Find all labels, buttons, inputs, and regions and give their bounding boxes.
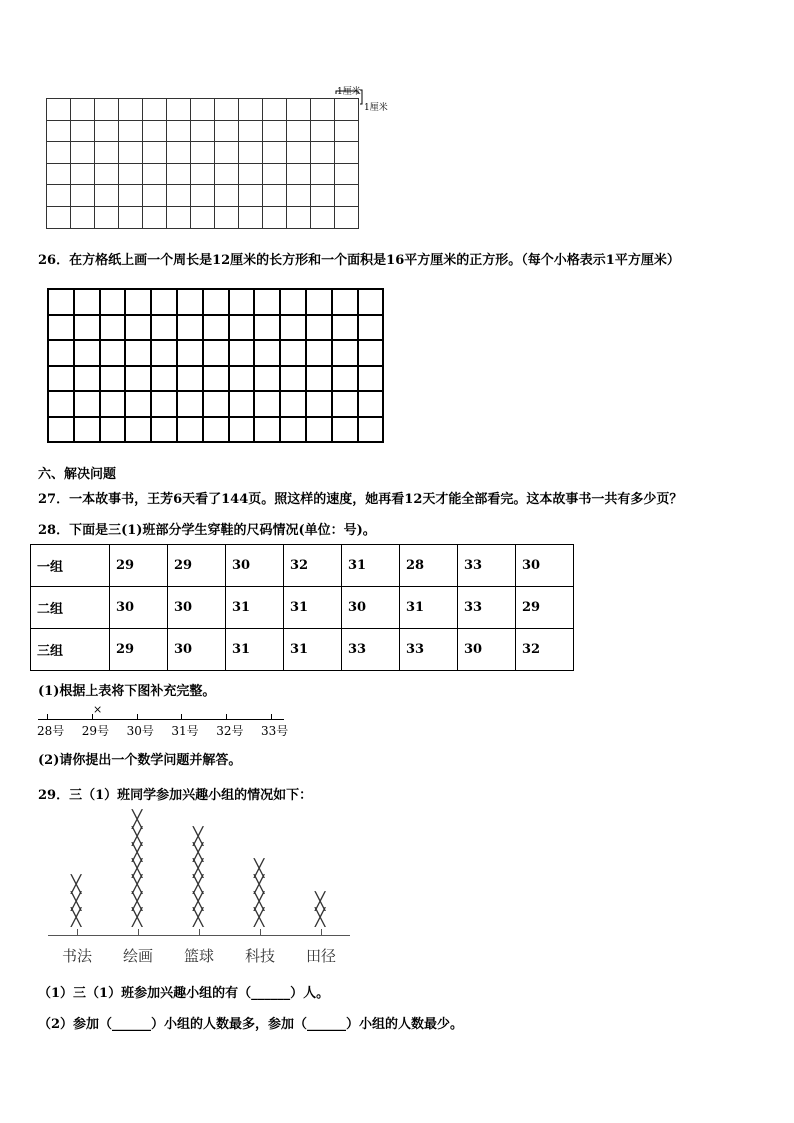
grid-cell <box>101 341 127 367</box>
grid-cell <box>263 164 287 186</box>
grid-cell <box>191 121 215 143</box>
grid-cell <box>119 185 143 207</box>
number-line <box>38 719 284 720</box>
table-cell: 31 <box>226 629 284 671</box>
table-cell: 33 <box>458 545 516 587</box>
grid-cell <box>126 418 152 444</box>
grid-cell <box>143 99 167 121</box>
grid-cell <box>281 316 307 342</box>
axis-tick <box>226 714 227 719</box>
table-cell: 33 <box>400 629 458 671</box>
grid-cell <box>47 121 71 143</box>
axis-label: 30号 <box>126 724 154 738</box>
grid-cell <box>335 185 359 207</box>
category-tick <box>260 929 261 935</box>
grid-cell <box>239 164 263 186</box>
x-mark: ╳ <box>132 826 143 847</box>
axis-tick <box>47 714 48 719</box>
x-mark: ╳ <box>193 891 204 912</box>
grid-cell <box>71 99 95 121</box>
row-label: 三组 <box>31 629 110 671</box>
grid-cell <box>95 164 119 186</box>
grid-cell <box>307 290 333 316</box>
grid-cell <box>239 121 263 143</box>
grid-cell <box>255 290 281 316</box>
grid-cell <box>204 316 230 342</box>
q29-sub1: （1）三（1）班参加兴趣小组的有（______）人。 <box>38 986 330 1001</box>
grid-cell <box>143 164 167 186</box>
grid-cell <box>178 341 204 367</box>
table-row <box>31 545 574 587</box>
grid-cell <box>143 121 167 143</box>
grid-cell <box>191 207 215 229</box>
x-mark: ╳ <box>132 908 143 928</box>
category-tick <box>77 929 78 935</box>
grid-cell <box>49 392 75 418</box>
unit-label-top: 1厘米 <box>337 87 361 97</box>
axis-label: 29号 <box>81 724 110 738</box>
table-cell: 29 <box>110 545 168 587</box>
grid-cell <box>152 316 178 342</box>
grid-cell <box>281 341 307 367</box>
grid-cell <box>49 316 75 342</box>
x-mark: ╳ <box>71 908 82 928</box>
grid-cell <box>178 316 204 342</box>
grid-cell <box>307 392 333 418</box>
grid-cell <box>47 164 71 186</box>
grid-cell <box>239 185 263 207</box>
x-mark: ╳ <box>71 891 82 912</box>
category-tick <box>199 929 200 935</box>
grid-cell <box>71 185 95 207</box>
table-cell: 33 <box>458 587 516 629</box>
grid-cell <box>263 121 287 143</box>
grid-cell <box>167 99 191 121</box>
grid-cell <box>255 392 281 418</box>
grid-cell <box>143 207 167 229</box>
grid-cell <box>143 142 167 164</box>
grid-cell <box>263 99 287 121</box>
section-title: 六、解决问题 <box>38 467 117 482</box>
x-mark: ╳ <box>132 842 143 863</box>
grid-cell <box>230 290 256 316</box>
grid-cell <box>126 341 152 367</box>
grid-cell <box>75 290 101 316</box>
grid-cell <box>49 367 75 393</box>
grid-cell <box>191 185 215 207</box>
grid-cell <box>204 367 230 393</box>
grid-cell <box>152 367 178 393</box>
grid-cell <box>359 341 385 367</box>
grid-cell <box>47 185 71 207</box>
grid-cell <box>101 367 127 393</box>
grid-cell <box>143 185 167 207</box>
x-mark: ╳ <box>315 891 326 912</box>
table-cell: 28 <box>400 545 458 587</box>
grid-cell <box>311 142 335 164</box>
grid-cell <box>281 418 307 444</box>
grid-cell <box>215 207 239 229</box>
axis-label: 33号 <box>261 724 289 738</box>
table-cell: 29 <box>110 629 168 671</box>
grid-cell <box>287 185 311 207</box>
grid-cell <box>101 392 127 418</box>
square-grid-1 <box>46 98 359 229</box>
grid-cell <box>152 392 178 418</box>
axis-tick <box>181 714 182 719</box>
grid-cell <box>281 290 307 316</box>
grid-cell <box>167 207 191 229</box>
table-cell: 29 <box>168 545 226 587</box>
grid-cell <box>49 290 75 316</box>
table-cell: 33 <box>342 629 400 671</box>
grid-cell <box>178 367 204 393</box>
grid-cell <box>255 316 281 342</box>
grid-cell <box>47 142 71 164</box>
grid-cell <box>311 121 335 143</box>
table-cell: 30 <box>110 587 168 629</box>
table-cell: 30 <box>168 629 226 671</box>
grid-cell <box>359 418 385 444</box>
grid-cell <box>307 418 333 444</box>
grid-cell <box>167 164 191 186</box>
chart-axis <box>48 935 350 936</box>
grid-cell <box>335 207 359 229</box>
grid-cell <box>152 290 178 316</box>
grid-cell <box>333 290 359 316</box>
grid-cell <box>287 164 311 186</box>
grid-cell <box>215 185 239 207</box>
grid-cell <box>119 142 143 164</box>
grid-cell <box>230 418 256 444</box>
plot-mark: × <box>93 703 103 716</box>
grid-cell <box>230 316 256 342</box>
grid-cell <box>215 142 239 164</box>
grid-cell <box>95 185 119 207</box>
grid-cell <box>75 316 101 342</box>
grid-cell <box>333 418 359 444</box>
grid-cell <box>333 316 359 342</box>
table-cell: 30 <box>168 587 226 629</box>
grid-cell <box>287 207 311 229</box>
category-label: 绘画 <box>123 947 154 965</box>
grid-cell <box>230 367 256 393</box>
grid-cell <box>204 290 230 316</box>
table-cell: 31 <box>284 587 342 629</box>
q29-sub2: （2）参加（______）小组的人数最多，参加（______）小组的人数最少。 <box>38 1017 464 1032</box>
grid-cell <box>287 142 311 164</box>
category-label: 篮球 <box>184 947 215 965</box>
table-cell: 31 <box>400 587 458 629</box>
square-grid-2 <box>47 288 384 443</box>
category-tick <box>321 929 322 935</box>
grid-cell <box>75 341 101 367</box>
grid-cell <box>75 392 101 418</box>
grid-cell <box>47 99 71 121</box>
axis-tick <box>271 714 272 719</box>
grid-cell <box>307 341 333 367</box>
category-label: 田径 <box>306 947 337 965</box>
grid-cell <box>333 392 359 418</box>
table-cell: 31 <box>284 629 342 671</box>
grid-cell <box>101 418 127 444</box>
grid-cell <box>75 367 101 393</box>
grid-cell <box>239 207 263 229</box>
grid-cell <box>178 392 204 418</box>
grid-cell <box>178 418 204 444</box>
grid-cell <box>359 290 385 316</box>
question-29: 29．三（1）班同学参加兴趣小组的情况如下： <box>38 788 313 803</box>
grid-cell <box>287 121 311 143</box>
grid-cell <box>255 418 281 444</box>
grid-cell <box>287 99 311 121</box>
q28-sub1: (1)根据上表将下图补充完整。 <box>38 684 216 699</box>
x-mark: ╳ <box>254 859 265 880</box>
grid-cell <box>47 207 71 229</box>
grid-cell <box>126 290 152 316</box>
grid-cell <box>204 392 230 418</box>
grid-cell <box>71 142 95 164</box>
grid-cell <box>126 367 152 393</box>
unit-label-side: 1厘米 <box>364 103 388 113</box>
grid-cell <box>71 121 95 143</box>
x-mark: ╳ <box>254 908 265 928</box>
x-mark: ╳ <box>132 891 143 912</box>
grid-cell <box>95 99 119 121</box>
axis-label: 31号 <box>171 724 199 738</box>
x-mark: ╳ <box>132 810 143 831</box>
grid-cell <box>230 392 256 418</box>
grid-cell <box>95 121 119 143</box>
shoe-size-table <box>30 544 574 671</box>
table-cell: 30 <box>226 545 284 587</box>
grid-cell <box>255 341 281 367</box>
grid-cell <box>281 367 307 393</box>
table-cell: 31 <box>226 587 284 629</box>
grid-cell <box>359 367 385 393</box>
table-row <box>31 587 574 629</box>
grid-cell <box>101 290 127 316</box>
grid-cell <box>49 341 75 367</box>
category-label: 书法 <box>62 947 93 965</box>
x-mark: ╳ <box>132 859 143 880</box>
grid-cell <box>191 99 215 121</box>
grid-cell <box>311 185 335 207</box>
x-mark: ╳ <box>254 891 265 912</box>
grid-cell <box>263 207 287 229</box>
grid-cell <box>263 185 287 207</box>
question-27: 27．一本故事书，王芳6天看了144页。照这样的速度，她再看12天才能全部看完。这本故事书一共有多少页？ <box>38 492 683 507</box>
grid-cell <box>263 142 287 164</box>
q28-sub2: (2)请你提出一个数学问题并解答。 <box>38 753 242 768</box>
table-row <box>31 629 574 671</box>
x-mark: ╳ <box>193 842 204 863</box>
grid-cell <box>333 341 359 367</box>
row-label: 一组 <box>31 545 110 587</box>
axis-label: 32号 <box>216 724 244 738</box>
grid-cell <box>359 392 385 418</box>
grid-cell <box>311 99 335 121</box>
x-mark: ╳ <box>193 859 204 880</box>
grid-cell <box>75 418 101 444</box>
x-mark: ╳ <box>254 875 265 896</box>
grid-cell <box>215 99 239 121</box>
table-cell: 30 <box>516 545 574 587</box>
grid-cell <box>49 418 75 444</box>
grid-cell <box>126 316 152 342</box>
grid-cell <box>204 341 230 367</box>
grid-cell <box>152 418 178 444</box>
table-cell: 30 <box>342 587 400 629</box>
grid-cell <box>311 164 335 186</box>
grid-cell <box>178 290 204 316</box>
grid-cell <box>311 207 335 229</box>
grid-cell <box>281 392 307 418</box>
grid-cell <box>215 164 239 186</box>
grid-cell <box>204 418 230 444</box>
question-26: 26．在方格纸上画一个周长是12厘米的长方形和一个面积是16平方厘米的正方形。（每个小格表示1平方厘米） <box>38 253 680 268</box>
grid-cell <box>167 185 191 207</box>
grid-cell <box>191 142 215 164</box>
x-mark: ╳ <box>193 826 204 847</box>
table-cell: 29 <box>516 587 574 629</box>
grid-cell <box>359 316 385 342</box>
grid-cell <box>191 164 215 186</box>
grid-cell <box>167 121 191 143</box>
table-cell: 32 <box>284 545 342 587</box>
x-mark: ╳ <box>193 908 204 928</box>
grid-cell <box>239 99 263 121</box>
grid-cell <box>95 207 119 229</box>
grid-cell <box>119 99 143 121</box>
grid-cell <box>152 341 178 367</box>
table-cell: 31 <box>342 545 400 587</box>
grid-cell <box>71 207 95 229</box>
x-mark: ╳ <box>71 875 82 896</box>
question-28: 28．下面是三(1)班部分学生穿鞋的尺码情况(单位：号)。 <box>38 523 376 538</box>
x-mark: ╳ <box>193 875 204 896</box>
axis-label: 28号 <box>37 724 65 738</box>
grid-cell <box>215 121 239 143</box>
grid-cell <box>71 164 95 186</box>
grid-cell <box>119 207 143 229</box>
grid-cell <box>101 316 127 342</box>
grid-cell <box>119 121 143 143</box>
grid-cell <box>307 367 333 393</box>
grid-cell <box>335 164 359 186</box>
grid-cell <box>239 142 263 164</box>
grid-cell <box>95 142 119 164</box>
x-mark: ╳ <box>132 875 143 896</box>
grid-cell <box>307 316 333 342</box>
x-mark: ╳ <box>315 908 326 928</box>
row-label: 二组 <box>31 587 110 629</box>
grid-cell <box>230 341 256 367</box>
grid-cell <box>255 367 281 393</box>
category-label: 科技 <box>245 947 276 965</box>
table-cell: 32 <box>516 629 574 671</box>
grid-cell <box>335 142 359 164</box>
category-tick <box>138 929 139 935</box>
table-cell: 30 <box>458 629 516 671</box>
grid-cell <box>167 142 191 164</box>
grid-cell <box>119 164 143 186</box>
grid-cell <box>126 392 152 418</box>
axis-tick <box>137 714 138 719</box>
grid-cell <box>333 367 359 393</box>
